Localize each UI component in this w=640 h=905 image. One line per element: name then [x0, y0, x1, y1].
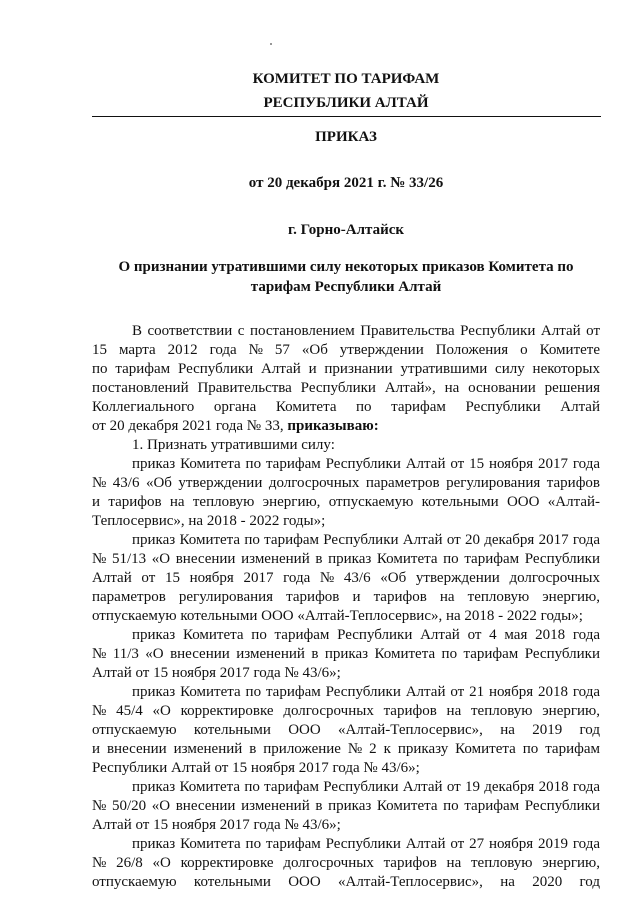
text-line: приказ Комитета по тарифам Республики Алтай от 4 мая 2018 года: [132, 627, 600, 643]
text-line: № 51/13 «О внесении изменений в приказ Комитета по тарифам Республики: [92, 551, 600, 567]
order-title-line: тарифам Республики Алтай: [250, 279, 442, 295]
organization-name-line-1: КОМИТЕТ ПО ТАРИФАМ: [252, 71, 440, 87]
repealed-order-26-8: [92, 835, 600, 892]
text-line: приказ Комитета по тарифам Республики Алтай от 19 декабря 2018 года: [132, 779, 600, 795]
order-title-line: О признании утратившими силу некоторых приказов Комитета по: [118, 259, 574, 275]
text-line: 15 марта 2012 года № 57 «Об утверждении Положения о Комитете: [92, 342, 600, 358]
text-line: приказ Комитета по тарифам Республики Алтай от 20 декабря 2017 года: [132, 532, 600, 548]
text-line: № 43/6 «Об утверждении долгосрочных параметров регулирования тарифов: [92, 475, 600, 491]
header-rule: [92, 116, 601, 117]
order-title: [92, 257, 600, 297]
item-1-paragraph: [92, 436, 600, 455]
text-line: и внесении изменений в приложение № 2 к приказу Комитета по тарифам: [92, 741, 600, 757]
text-line: В соответствии с постановлением Правительства Республики Алтай от: [132, 323, 600, 339]
text-line: № 11/3 «О внесении изменений в приказ Комитета по тарифам Республики: [92, 646, 600, 662]
text-line: и тарифов на тепловую энергию, отпускаемую котельными ООО «Алтай-: [92, 494, 600, 510]
repealed-order-11-3: [92, 626, 600, 683]
text-line: отпускаемую котельными ООО «Алтай-Теплосервис», на 2020 год: [92, 874, 600, 890]
resolution-word: приказываю:: [287, 418, 379, 434]
issue-city: г. Горно-Алтайск: [287, 222, 405, 238]
text-line: приказ Комитета по тарифам Республики Алтай от 21 ноября 2018 года: [132, 684, 600, 700]
repealed-order-51-13: [92, 531, 600, 626]
text-line: № 26/8 «О корректировке долгосрочных тарифов на тепловую энергию,: [92, 855, 600, 871]
text-line: Коллегиального органа Комитета по тарифам Республики Алтай: [92, 399, 600, 415]
text-line: постановлений Правительства Республики Алтай», на основании решения: [92, 380, 600, 396]
text-line: приказ Комитета по тарифам Республики Алтай от 27 ноября 2019 года: [132, 836, 600, 852]
text-line: Алтай от 15 ноября 2017 года № 43/6»;: [92, 817, 341, 833]
repealed-order-45-4: [92, 683, 600, 778]
repealed-order-50-20: [92, 778, 600, 835]
repealed-order-43-6: [92, 455, 600, 531]
text-line: отпускаемую котельными ООО «Алтай-Теплосервис», на 2019 год: [92, 722, 600, 738]
text-line: № 50/20 «О внесении изменений в приказ Комитета по тарифам Республики: [92, 798, 600, 814]
text-line: 1. Признать утратившими силу:: [132, 437, 335, 453]
order-text: [92, 322, 600, 892]
text-line: Алтай от 15 ноября 2017 года № 43/6»;: [92, 665, 341, 681]
preamble-paragraph: [92, 322, 600, 436]
text-line: Алтай от 15 ноября 2017 года № 43/6 «Об утверждении долгосрочных: [92, 570, 600, 586]
document-type: ПРИКАЗ: [315, 129, 377, 145]
text-line: отпускаемую котельными ООО «Алтай-Теплосервис», на 2018 - 2022 годы»;: [92, 608, 583, 624]
text-line: № 45/4 «О корректировке долгосрочных тарифов на тепловую энергию,: [92, 703, 600, 719]
text-fragment: от 20 декабря 2021 года № 33,: [92, 418, 284, 434]
organization-name-line-2: РЕСПУБЛИКИ АЛТАЙ: [263, 95, 429, 111]
text-line: по тарифам Республики Алтай и признании утратившими силу некоторых: [92, 361, 600, 377]
text-line: Теплосервис», на 2018 - 2022 годы»;: [92, 513, 326, 529]
text-line: параметров регулирования тарифов и тарифов на тепловую энергию,: [92, 589, 600, 605]
scan-speck: [270, 43, 272, 45]
order-date-number: от 20 декабря 2021 г. № 33/26: [248, 175, 444, 191]
text-line: приказ Комитета по тарифам Республики Алтай от 15 ноября 2017 года: [132, 456, 600, 472]
text-line: [92, 417, 600, 436]
text-line: Республики Алтай от 15 ноября 2017 года № 43/6»;: [92, 760, 420, 776]
